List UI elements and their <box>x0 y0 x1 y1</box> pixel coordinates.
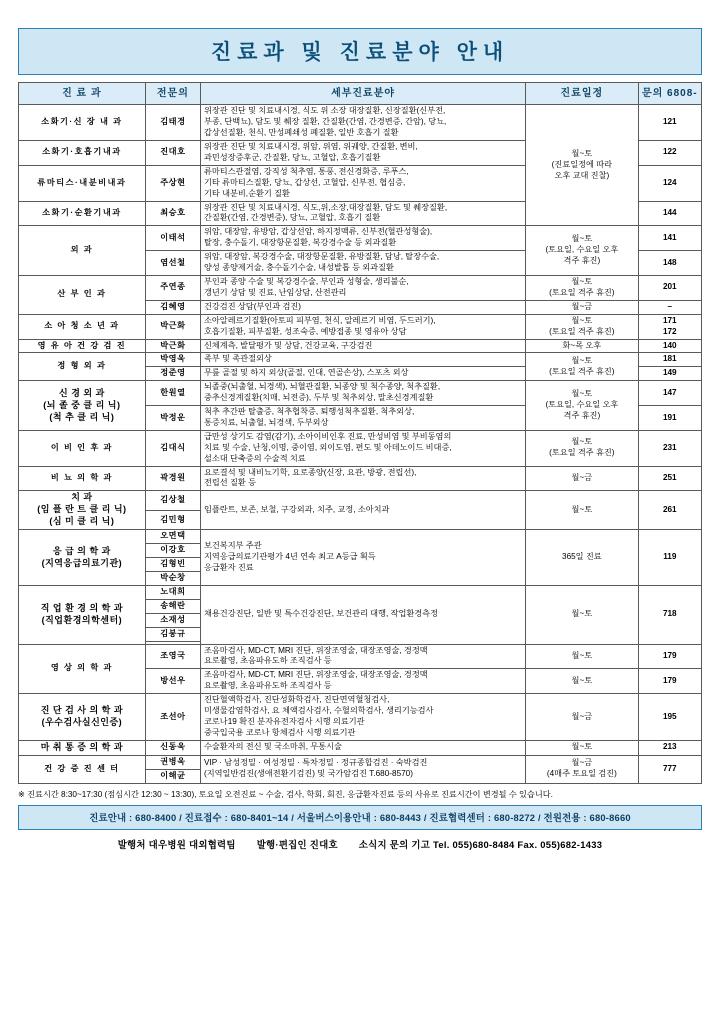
cell-field: 건강검진 상담(부인과 검진) <box>200 300 525 314</box>
cell-department: 영 상 의 학 과 <box>19 644 146 694</box>
table-row <box>19 755 702 769</box>
cell-doctor: 권병욱 <box>145 755 200 769</box>
cell-field: 무릎 골절 및 하지 외상(골절, 인대, 연골손상), 스포츠 외상 <box>200 367 525 381</box>
column-header-schedule: 진료일정 <box>526 83 638 105</box>
table-row <box>19 740 702 755</box>
cell-schedule: 월~금 <box>526 694 638 741</box>
table-row <box>19 585 702 599</box>
cell-tel: 201 <box>638 275 701 300</box>
cell-doctor: 진대호 <box>145 141 200 166</box>
cell-schedule: 월~금 <box>526 300 638 314</box>
footnote: ※ 진료시간 8:30~17:30 (점심시간 12:30 ~ 13:30), 토요일 오전진료 ~ 수술, 검사, 학회, 회진, 응급환자진료 등의 사유로 진료시간이 변경될 수 있습니다. <box>18 789 553 799</box>
cell-field: 족부 및 족관절외상 <box>200 353 525 367</box>
cell-department: 진 단 검 사 의 학 과 (우수검사실신인증) <box>19 694 146 741</box>
cell-tel: 251 <box>638 466 701 491</box>
cell-doctor: 이강호 <box>145 544 200 558</box>
cell-doctor: 노대희 <box>145 585 200 599</box>
cell-doctor: 김태경 <box>145 105 200 141</box>
cell-tel: 777 <box>638 755 701 783</box>
table-row <box>19 226 702 251</box>
cell-schedule: 월~토 <box>526 644 638 669</box>
cell-field: 소아알레르기질환(아토피 피부염, 천식, 알레르기 비염, 두드러기), 호흡기질환, 피부질환, 성조숙증, 예방접종 및 영유아 상담 <box>200 314 525 339</box>
cell-doctor: 염선철 <box>145 251 200 276</box>
cell-department: 신 경 외 과 (뇌 졸 중 클 리 닉) (척 추 클 리 닉) <box>19 381 146 431</box>
cell-field: 요로결석 및 내비뇨기학, 요로종양(신장, 요관, 방광, 전립선), 전립선 질환 등 <box>200 466 525 491</box>
cell-department: 건 강 증 진 센 터 <box>19 755 146 783</box>
cell-field: 부인과 종양 수술 및 복강경수술, 부인과 성형술, 생리불순, 갱년기 상담 및 진료, 난임상담, 산전관리 <box>200 275 525 300</box>
cell-schedule: 월~토 (진료일정에 따라 오후 교대 진찰) <box>526 105 638 226</box>
cell-schedule: 월~토 <box>526 669 638 694</box>
cell-tel: 195 <box>638 694 701 741</box>
cell-doctor: 조영국 <box>145 644 200 669</box>
table-row <box>19 105 702 141</box>
cell-doctor: 박정운 <box>145 406 200 431</box>
cell-doctor: 박영욱 <box>145 353 200 367</box>
cell-doctor: 정준영 <box>145 367 200 381</box>
cell-department: 소 아 청 소 년 과 <box>19 314 146 339</box>
cell-field: 수술환자의 전신 및 국소마취, 무통시술 <box>200 740 525 755</box>
cell-field: 조음마검사, MD-CT, MRI 진단, 위장조영술, 대장조영술, 경정맥 요로촬영, 초음파유도하 조직검사 등 <box>200 644 525 669</box>
cell-department: 이 비 인 후 과 <box>19 430 146 466</box>
imprint-publisher: 발행처 대우병원 대외협력팀 <box>117 839 236 851</box>
table-header-row <box>19 83 702 105</box>
cell-field: 뇌졸중(뇌출혈, 뇌경색), 뇌혈관질환, 뇌종양 및 척수종양, 척추질환, 중추신경계질환(치매, 뇌전증), 두부 및 척추외상, 말초신경계질환 <box>200 381 525 406</box>
cell-doctor: 조선아 <box>145 694 200 741</box>
cell-department: 직 업 환 경 의 학 과 (직업환경의학센터) <box>19 585 146 644</box>
cell-doctor: 최승호 <box>145 201 200 226</box>
cell-department: 정 형 외 과 <box>19 353 146 381</box>
cell-tel: 149 <box>638 367 701 381</box>
cell-doctor: 송해란 <box>145 599 200 613</box>
table-row <box>19 491 702 510</box>
cell-schedule: 월~토 (토요일 격주 휴진) <box>526 275 638 300</box>
cell-tel: – <box>638 300 701 314</box>
cell-doctor: 방선우 <box>145 669 200 694</box>
table-row <box>19 353 702 367</box>
cell-field: 보건복지부 주관 지역응급의료기관평가 4년 연속 최고 A등급 획득 응급환자 진료 <box>200 530 525 586</box>
cell-department: 응 급 의 학 과 (지역응급의료기관) <box>19 530 146 586</box>
cell-doctor: 한원열 <box>145 381 200 406</box>
cell-field: 신체계측, 발달평가 및 상담, 건강교육, 구강검진 <box>200 339 525 353</box>
cell-schedule: 365일 진료 <box>526 530 638 586</box>
cell-tel: 718 <box>638 585 701 644</box>
cell-tel: 213 <box>638 740 701 755</box>
cell-field: 위장관 진단 및 치료내시경, 식도,위,소장,대장질환, 담도 및 췌장질환, 간질환(간염, 간경변증), 당뇨, 고혈압, 호흡기 질환 <box>200 201 525 226</box>
cell-doctor: 주연종 <box>145 275 200 300</box>
cell-doctor: 박근화 <box>145 339 200 353</box>
imprint-editor: 발행·편집인 진대호 <box>256 839 338 851</box>
cell-department: 치 과 (임 플 란 트 클 리 닉) (심 미 클 리 닉) <box>19 491 146 530</box>
cell-field: 위장관 진단 및 치료내시경, 위암, 위염, 위궤양, 간질환, 변비, 과민성장증후군, 간질환, 당뇨, 고혈압, 호흡기질환 <box>200 141 525 166</box>
cell-tel: 124 <box>638 165 701 201</box>
cell-tel: 179 <box>638 644 701 669</box>
cell-tel: 144 <box>638 201 701 226</box>
cell-doctor: 김상철 <box>145 491 200 510</box>
table-body <box>19 105 702 783</box>
table-row <box>19 339 702 353</box>
cell-tel: 122 <box>638 141 701 166</box>
table-row <box>19 644 702 669</box>
cell-field: 임플란트, 보존, 보철, 구강외과, 치주, 교정, 소아치과 <box>200 491 525 530</box>
cell-schedule: 화~목 오후 <box>526 339 638 353</box>
cell-schedule: 월~토 <box>526 740 638 755</box>
cell-tel: 191 <box>638 406 701 431</box>
cell-doctor: 이태석 <box>145 226 200 251</box>
cell-department: 소화기·호흡기내과 <box>19 141 146 166</box>
cell-schedule: 월~토 <box>526 491 638 530</box>
cell-tel: 148 <box>638 251 701 276</box>
table-row <box>19 466 702 491</box>
cell-tel: 140 <box>638 339 701 353</box>
cell-tel: 261 <box>638 491 701 530</box>
table-row <box>19 530 702 544</box>
cell-field: 류마티스관절염, 강직성 척추염, 통풍, 전신경화증, 루푸스, 기타 류마티스질환, 당뇨, 갑상선, 고혈압, 신부전, 협심증, 기타 내분비,순환기 질환 <box>200 165 525 201</box>
cell-doctor: 김형빈 <box>145 558 200 572</box>
department-table <box>18 82 702 784</box>
cell-tel: 141 <box>638 226 701 251</box>
cell-department: 영 유 아 건 강 검 진 <box>19 339 146 353</box>
cell-doctor: 오면택 <box>145 530 200 544</box>
table-header <box>19 83 702 105</box>
cell-schedule: 월~토 (토요일 격주 휴진) <box>526 430 638 466</box>
contact-bar: 진료안내 : 680-8400 / 진료접수 : 680-8401~14 / 서울버스이용안내 : 680-8443 / 진료협력센터 : 680-8272 / 전원전용 : 680-8660 <box>18 805 702 830</box>
cell-doctor: 소재성 <box>145 613 200 627</box>
cell-schedule: 월~금 (4매주 토요일 검진) <box>526 755 638 783</box>
cell-doctor: 박근화 <box>145 314 200 339</box>
cell-department: 산 부 인 과 <box>19 275 146 314</box>
cell-schedule: 월~토 (토요일, 수요일 오후 격주 휴진) <box>526 226 638 276</box>
cell-doctor: 김민형 <box>145 510 200 529</box>
page-title: 진료과 및 진료분야 안내 <box>18 28 702 75</box>
cell-field: 급만성 상기도 감염(감기), 소아이비인후 진료, 만성비염 및 부비동염의 치료 및 수술, 난청,이명, 중이염, 외이도염, 편도 및 아데노이드 비대증, 설소대 단축증의 수술적 치료 <box>200 430 525 466</box>
cell-field: 진단혈액학검사, 진단성화학검사, 진단면역혈청검사, 미생물감염학검사, 요 체액검사검사, 수혈의학검사, 생리기능검사 코로나19 확진 분자유전자검사 시행 의료기관 중국입국용 코로나 항체검사 시행 의료기관 <box>200 694 525 741</box>
table-row <box>19 694 702 741</box>
cell-doctor: 김대식 <box>145 430 200 466</box>
cell-schedule: 월~금 <box>526 466 638 491</box>
cell-doctor: 신동욱 <box>145 740 200 755</box>
cell-tel: 179 <box>638 669 701 694</box>
table-row <box>19 381 702 406</box>
cell-tel: 121 <box>638 105 701 141</box>
cell-department: 류마티스·내분비내과 <box>19 165 146 201</box>
cell-tel: 171 172 <box>638 314 701 339</box>
cell-tel: 119 <box>638 530 701 586</box>
cell-schedule: 월~토 <box>526 585 638 644</box>
cell-field: 위장관 진단 및 치료내시경, 식도 위 소장 대장질환, 신장질환(신부전, 부종, 단백뇨), 담도 및 췌장 질환, 간질환(간염, 간경변증, 간암), 당뇨, 갑상선질환, 천식, 만성폐쇄성 폐질환, 일반 호흡기 질환 <box>200 105 525 141</box>
cell-tel: 231 <box>638 430 701 466</box>
cell-doctor: 이해균 <box>145 769 200 783</box>
cell-department: 마 취 통 증 의 학 과 <box>19 740 146 755</box>
column-header-doctor: 전문의 <box>145 83 200 105</box>
imprint <box>18 837 702 851</box>
table-row <box>19 275 702 300</box>
cell-department: 소화기·순환기내과 <box>19 201 146 226</box>
cell-schedule: 월~토 (토요일 격주 휴진) <box>526 314 638 339</box>
cell-doctor: 주상현 <box>145 165 200 201</box>
imprint-contact: 소식지 문의 기고 Tel. 055)680-8484 Fax. 055)682-1433 <box>358 839 603 851</box>
cell-field: 위암, 대장암, 유방암, 갑상선암, 하지정맥류, 신부전(혈관성형술), 탈장, 충수돌기, 대장항문질환, 복강경수술 등 외과질환 <box>200 226 525 251</box>
cell-doctor: 곽경원 <box>145 466 200 491</box>
cell-tel: 147 <box>638 381 701 406</box>
cell-doctor: 박순창 <box>145 572 200 586</box>
table-row <box>19 314 702 339</box>
cell-field: 채용건강진단, 일반 및 특수건강진단, 보건관리 대행, 작업환경측정 <box>200 585 525 644</box>
cell-tel: 181 <box>638 353 701 367</box>
cell-doctor: 김붕규 <box>145 627 200 641</box>
column-header-field: 세부진료분야 <box>200 83 525 105</box>
cell-department: 소화기·신 장 내 과 <box>19 105 146 141</box>
cell-doctor: 김혜영 <box>145 300 200 314</box>
column-header-tel: 문의 6808- <box>638 83 701 105</box>
table-row <box>19 430 702 466</box>
cell-department: 외 과 <box>19 226 146 276</box>
cell-field: 척추 추간판 탈출증, 척추협착증, 퇴행성척추질환, 척추외상, 통증치료, 뇌출혈, 뇌경색, 두부외상 <box>200 406 525 431</box>
cell-field: 위암, 대장암, 복강경수술, 대장항문질환, 유방질환, 담낭, 탈장수술, 양성 종양제거술, 충수돌기수술, 내성발톱 등 외과질환 <box>200 251 525 276</box>
cell-schedule: 월~토 (토요일 격주 휴진) <box>526 353 638 381</box>
cell-department: 비 뇨 의 학 과 <box>19 466 146 491</box>
column-header-dept: 진 료 과 <box>19 83 146 105</box>
cell-field: VIP · 남성정밀 · 여성정밀 · 특차정밀 · 정규종합검진 · 숙박검진 (지역일반검진(생애전환기검진) 및 국가암검진 T.680-8570) <box>200 755 525 783</box>
cell-field: 조음마검사, MD-CT, MRI 진단, 위장조영술, 대장조영술, 경정맥 요로촬영, 초음파유도하 조직검사 등 <box>200 669 525 694</box>
cell-schedule: 월~토 (토요일, 수요일 오후 격주 휴진) <box>526 381 638 431</box>
